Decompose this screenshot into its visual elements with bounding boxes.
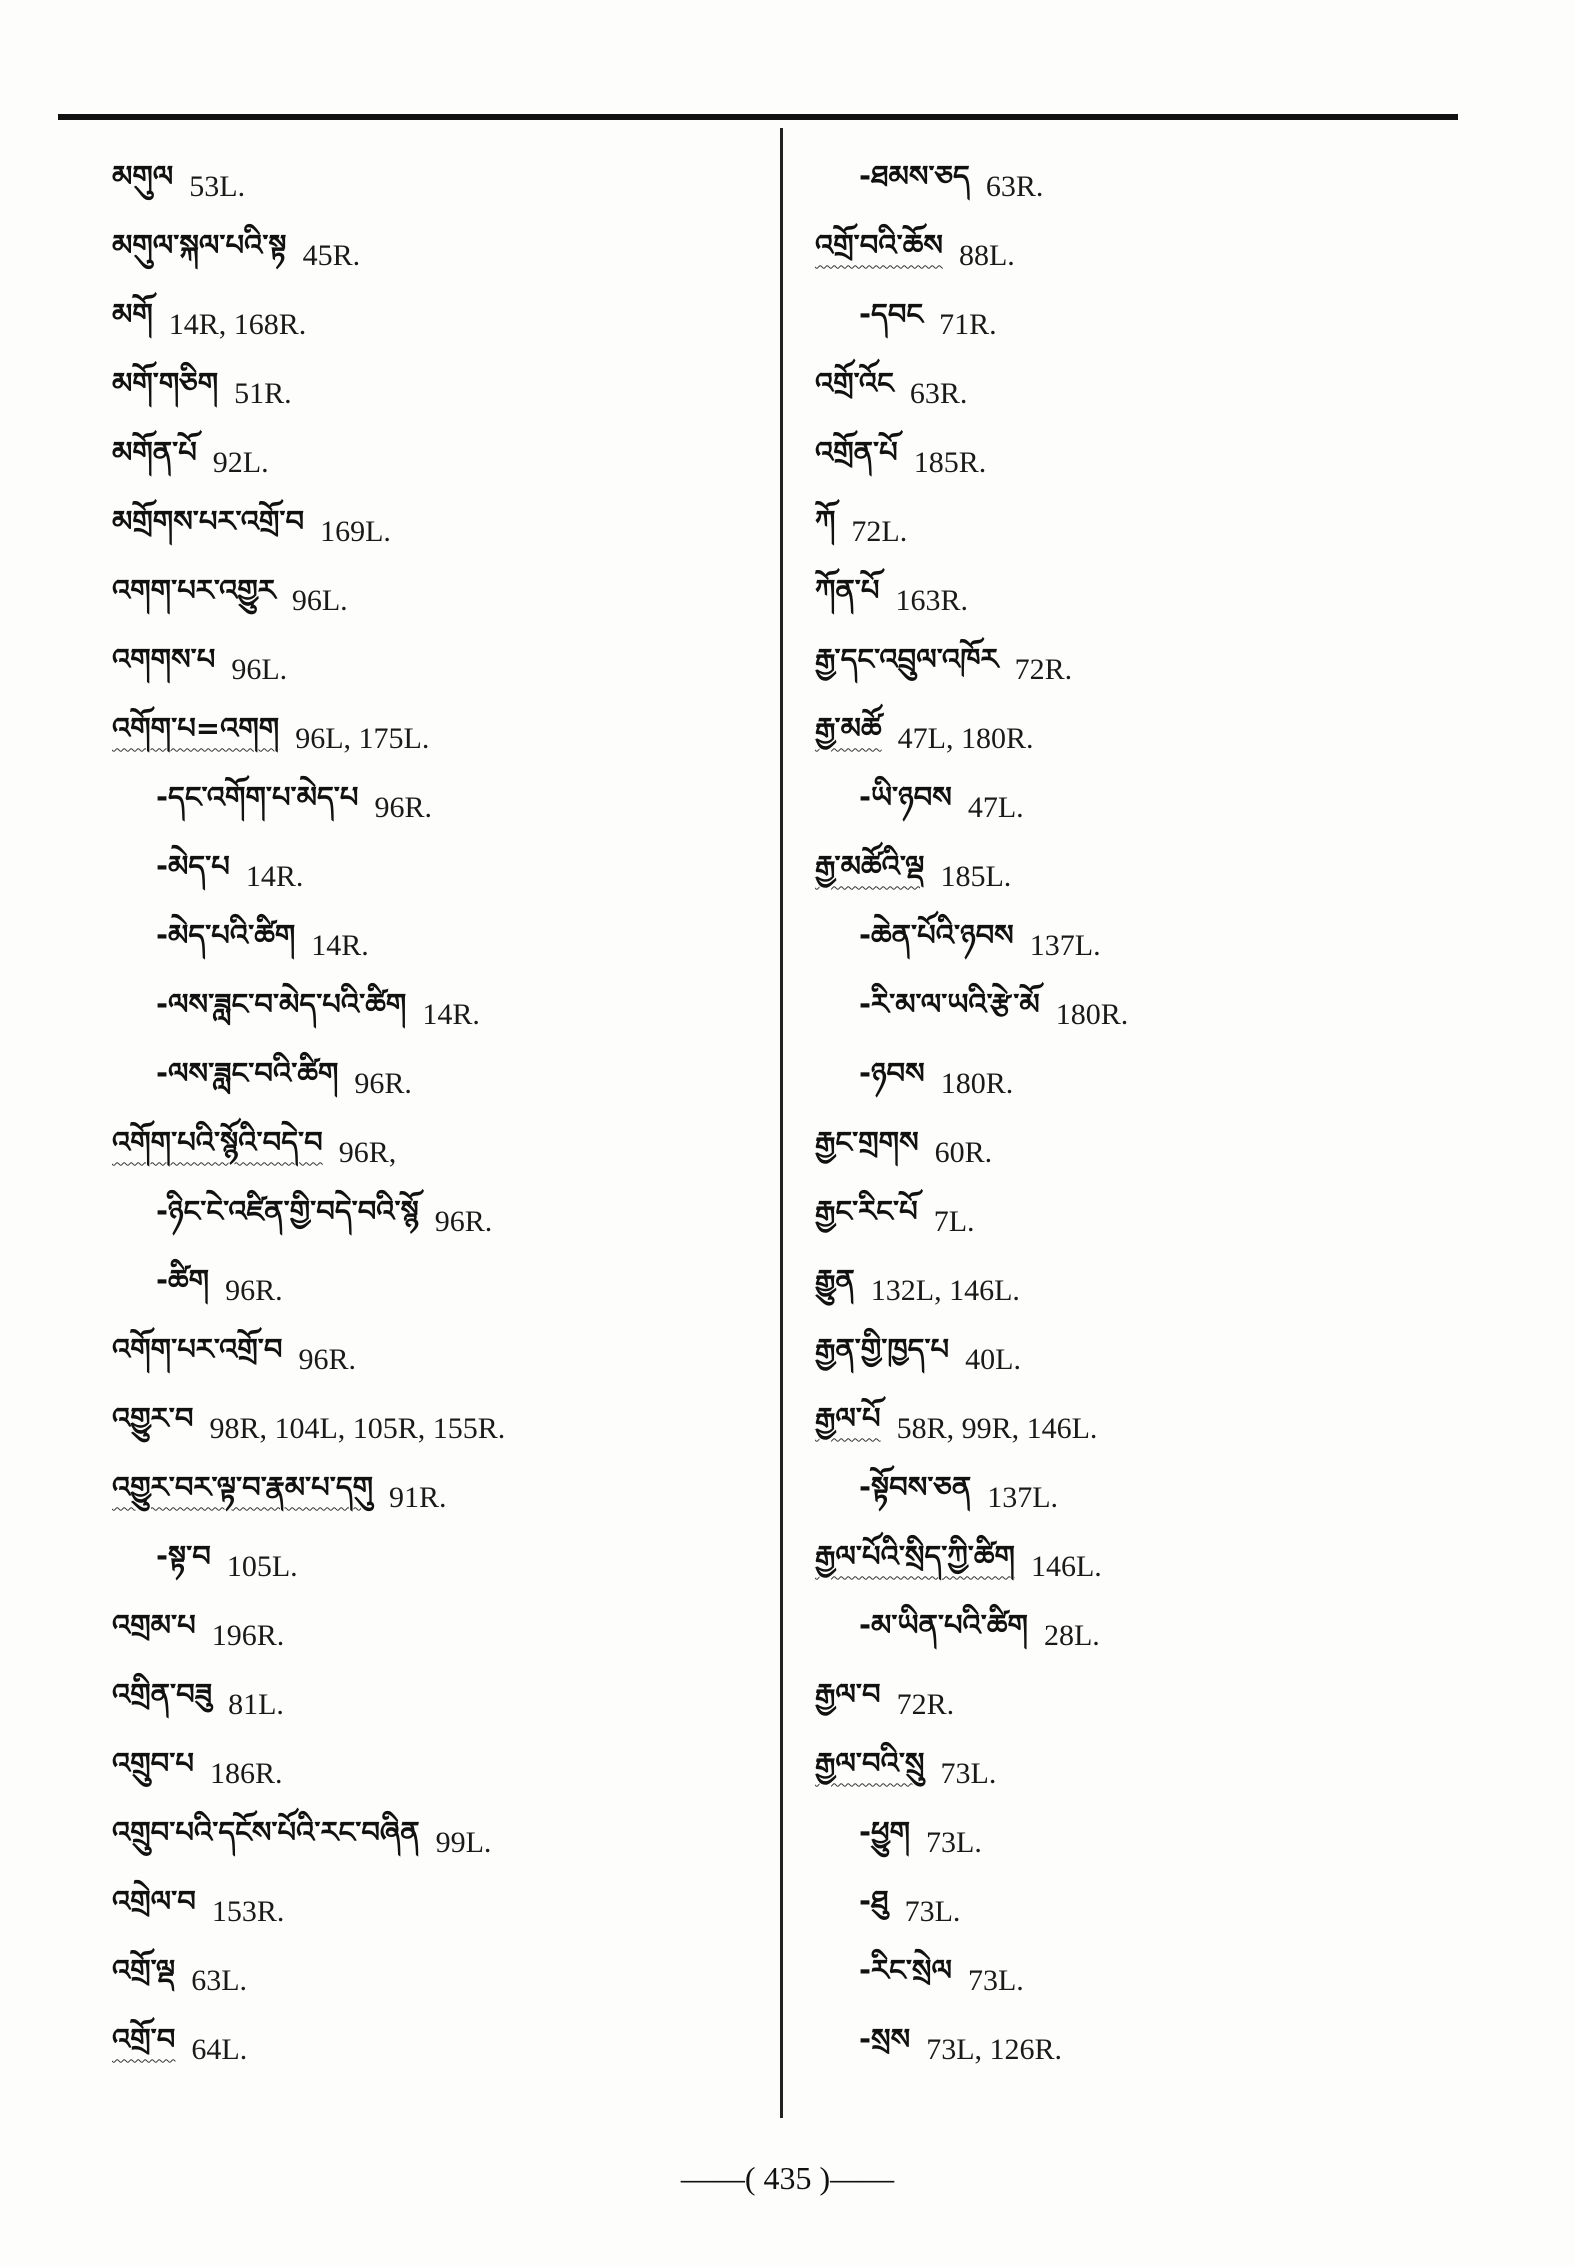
index-term: -དབང: [859, 296, 924, 331]
index-term: རྒྱལ་བའི་སྲུ: [815, 1745, 925, 1780]
page-reference: 72L.: [851, 514, 908, 548]
index-term: ཀོ: [815, 503, 836, 538]
index-entry: [815, 1532, 1475, 1601]
index-term: རྒྱ་དང་འབྲུལ་འཁོར: [815, 641, 999, 676]
index-entry: [815, 1877, 1475, 1946]
index-term: འགོག་པར་འགྲོ་བ: [112, 1331, 283, 1366]
index-entry: [112, 497, 762, 566]
index-entry: [112, 1946, 762, 2015]
page-reference: 58R, 99R, 146L.: [896, 1411, 1098, 1445]
index-entry: [112, 1877, 762, 1946]
index-term: མགུལ: [112, 158, 174, 193]
index-entry: [112, 1394, 762, 1463]
index-term: -མ་ཡིན་པའི་ཚིག: [859, 1607, 1028, 1642]
page-reference: 47L.: [967, 790, 1024, 824]
index-entry: [815, 359, 1475, 428]
page-reference: 73L.: [904, 1894, 961, 1928]
page-reference: 196R.: [211, 1618, 285, 1652]
page-reference: 45R.: [302, 238, 361, 272]
index-term: འགྲེལ་བ: [112, 1883, 196, 1918]
index-term: རྒྱ་མཚོ: [815, 710, 882, 745]
index-term: རྒྱལ་བ: [815, 1676, 881, 1711]
page-reference: 14R.: [311, 928, 369, 962]
index-entry: [815, 704, 1475, 773]
index-entry: [112, 704, 762, 773]
page-reference: 51R.: [234, 376, 292, 410]
page-reference: 163R.: [895, 583, 968, 617]
page-reference: 96L.: [291, 583, 348, 617]
index-term: འགྱུར་བ: [112, 1400, 194, 1435]
index-entry: [112, 842, 762, 911]
page-reference: 63R.: [985, 169, 1044, 203]
page-reference: 73L.: [926, 1825, 982, 1859]
index-term: -ཡི་ཉབས: [859, 779, 952, 814]
index-entry: [112, 773, 762, 842]
index-term: -མེད་པའི་ཚིག: [156, 917, 296, 952]
page-number: ——( 435 )——: [680, 2160, 895, 2196]
page-reference: 96R.: [298, 1342, 356, 1376]
page-reference: 73L.: [940, 1756, 997, 1790]
page-reference: 180R.: [940, 1066, 1014, 1100]
index-term: -རིང་སྲེལ: [859, 1952, 952, 1987]
index-term: -ཕྱུག: [859, 1814, 911, 1849]
index-term: རྒྱ་མཚོའི་ལྡ: [815, 848, 925, 883]
page-reference: 14R.: [422, 997, 480, 1031]
index-term: -རི་མ་ལ་ཡའི་རྩེ་མོ: [859, 986, 1040, 1021]
page-reference: 28L.: [1043, 1618, 1100, 1652]
index-term: འགྲོན་པོ: [815, 434, 898, 469]
index-entry: [815, 980, 1475, 1049]
index-term: རྒྱལ་པོའི་སྲིད་ཀྱི་ཚིག: [815, 1538, 1015, 1573]
index-entry: [112, 1256, 762, 1325]
page-reference: 40L.: [965, 1342, 1021, 1376]
index-term: -ཐུ: [859, 1883, 889, 1918]
page-reference: 96R.: [374, 790, 432, 824]
page-reference: 185R.: [913, 445, 987, 479]
index-entry: [815, 290, 1475, 359]
page-reference: 96R.: [225, 1273, 283, 1307]
index-entry: [815, 497, 1475, 566]
index-term: རྒྱང་རིང་པོ: [815, 1193, 918, 1228]
index-entry: [112, 566, 762, 635]
page-reference: 63R.: [909, 376, 968, 410]
index-term: རྒྱང་གྲགས: [815, 1124, 919, 1159]
index-term: མགོན་པོ: [112, 434, 197, 469]
index-term: འགོག་པའི་སྙོའི་བདེ་བ: [112, 1124, 323, 1159]
index-term: འགྲོ་བ: [112, 2021, 176, 2056]
index-term: འགྲམ་པ: [112, 1607, 196, 1642]
index-entry: [815, 152, 1475, 221]
index-entry: [112, 1601, 762, 1670]
index-entry: [815, 566, 1475, 635]
page-reference: 53L.: [189, 169, 246, 203]
index-entry: [815, 1187, 1475, 1256]
page-reference: 180R.: [1055, 997, 1129, 1031]
index-term: -ཐམས་ཅད: [859, 158, 970, 193]
page-reference: 7L.: [933, 1204, 975, 1238]
page-reference: 60R.: [934, 1135, 993, 1169]
index-entry: [112, 635, 762, 704]
page-reference: 72R.: [896, 1687, 955, 1721]
page-reference: 47L, 180R.: [897, 721, 1034, 755]
index-entry: [112, 1739, 762, 1808]
page-reference: 99L.: [435, 1825, 492, 1859]
index-term: འགྱུར་བར་ལྟ་བ་རྣམ་པ་དགུ: [112, 1469, 374, 1504]
index-entry: [815, 1601, 1475, 1670]
index-term: རྒྱུན: [815, 1262, 855, 1297]
page-reference: 185L.: [940, 859, 1012, 893]
index-entry: [112, 1670, 762, 1739]
page-reference: 153R.: [211, 1894, 285, 1928]
index-term: -ལས་ཟླང་བ་མེད་པའི་ཚིག: [156, 986, 407, 1021]
index-entry: [112, 359, 762, 428]
index-term: འགྲུབ་པའི་དངོས་པོའི་རང་བཞིན: [112, 1814, 420, 1849]
index-entry: [112, 221, 762, 290]
page-reference: 132L, 146L.: [870, 1273, 1020, 1307]
index-term: -སྲས: [859, 2021, 911, 2056]
index-entry: [815, 635, 1475, 704]
page-reference: 81L.: [228, 1687, 284, 1721]
index-term: -སྟོབས་ཅན: [859, 1469, 972, 1504]
index-entry: [815, 221, 1475, 290]
index-term: མགོ: [112, 296, 153, 331]
page-reference: 73L, 126R.: [926, 2032, 1063, 2066]
index-term: འགྲིན་བཟུ: [112, 1676, 213, 1711]
index-term: མགུལ་སྐལ་པའི་སྟ: [112, 227, 287, 262]
page-reference: 88L.: [958, 238, 1015, 272]
page-reference: 91R.: [389, 1480, 447, 1514]
index-entry: [112, 1187, 762, 1256]
index-entry: [815, 1670, 1475, 1739]
index-term: -ཚིག: [156, 1262, 210, 1297]
page-reference: 96R.: [434, 1204, 493, 1238]
index-entry: [815, 1946, 1475, 2015]
page-reference: 98R, 104L, 105R, 155R.: [209, 1411, 506, 1445]
index-entry: [815, 428, 1475, 497]
page-reference: 137L.: [987, 1480, 1059, 1514]
index-entry: [112, 290, 762, 359]
index-term: -ཆེན་པོའི་ཉབས: [859, 917, 1014, 952]
index-entry: [112, 2015, 762, 2084]
index-entry: [815, 911, 1475, 980]
index-term: -ཉིང་ངེ་འཛིན་གྱི་བདེ་བའི་སྙོ: [156, 1193, 419, 1228]
index-entry: [112, 1118, 762, 1187]
index-term: མགྲོགས་པར་འགྲོ་བ: [112, 503, 305, 538]
index-entry: [112, 428, 762, 497]
index-entry: [815, 1394, 1475, 1463]
index-entry: [815, 1325, 1475, 1394]
index-term: -དང་འགོག་པ་མེད་པ: [156, 779, 359, 814]
page-reference: 14R.: [245, 859, 304, 893]
index-term: རྒྱན་གྱི་ཁྱད་པ: [815, 1331, 950, 1366]
page-reference: 137L.: [1029, 928, 1101, 962]
index-term: -ཉབས: [859, 1055, 925, 1090]
page-reference: 96R,: [338, 1135, 397, 1169]
page-reference: 71R.: [939, 307, 997, 341]
index-term: -ལས་ཟླང་བའི་ཚིག: [156, 1055, 339, 1090]
index-entry: [112, 1532, 762, 1601]
left-column: [112, 152, 762, 2084]
index-entry: [815, 842, 1475, 911]
index-entry: [112, 1808, 762, 1877]
page-reference: 64L.: [191, 2032, 248, 2066]
index-term: འགོག་པ=འགག: [112, 710, 280, 745]
page-reference: 186R.: [209, 1756, 283, 1790]
index-term: འགྲོ་འོང: [815, 365, 894, 400]
page-reference: 105L.: [226, 1549, 298, 1583]
page-reference: 14R, 168R.: [168, 307, 307, 341]
page-reference: 92L.: [212, 445, 269, 479]
index-term: འགགས་པ: [112, 641, 216, 676]
page-reference: 96L.: [231, 652, 288, 686]
header-rule: [58, 114, 1458, 120]
index-term: ཀོན་པོ: [815, 572, 880, 607]
index-entry: [815, 1049, 1475, 1118]
index-entry: [112, 1049, 762, 1118]
page-reference: 96L, 175L.: [295, 721, 430, 755]
right-column: [815, 152, 1475, 2084]
index-entry: [112, 1325, 762, 1394]
index-entry: [112, 1463, 762, 1532]
index-term: རྒྱལ་པོ: [815, 1400, 881, 1435]
page-reference: 146L.: [1030, 1549, 1102, 1583]
page-reference: 63L.: [191, 1963, 248, 1997]
page-reference: 72R.: [1014, 652, 1073, 686]
index-entry: [112, 152, 762, 221]
index-entry: [112, 980, 762, 1049]
page-reference: 73L.: [967, 1963, 1024, 1997]
page-reference: 96R.: [354, 1066, 412, 1100]
index-term: མགོ་གཅིག: [112, 365, 219, 400]
index-term: འགྲུབ་པ: [112, 1745, 194, 1780]
index-term: འགག་པར་འགྱུར: [112, 572, 276, 607]
column-divider: [780, 128, 783, 2118]
index-term: -མེད་པ: [156, 848, 230, 883]
index-term: -སྟ་བ: [156, 1538, 211, 1573]
index-term: འགྲོ་ལྡ: [112, 1952, 176, 1987]
index-entry: [815, 1463, 1475, 1532]
index-entry: [112, 911, 762, 980]
index-term: འགྲོ་བའི་ཆོས: [815, 227, 943, 262]
index-entry: [815, 1739, 1475, 1808]
index-entry: [815, 1256, 1475, 1325]
page-reference: 169L.: [320, 514, 391, 548]
index-entry: [815, 1118, 1475, 1187]
index-entry: [815, 773, 1475, 842]
index-entry: [815, 2015, 1475, 2084]
index-entry: [815, 1808, 1475, 1877]
